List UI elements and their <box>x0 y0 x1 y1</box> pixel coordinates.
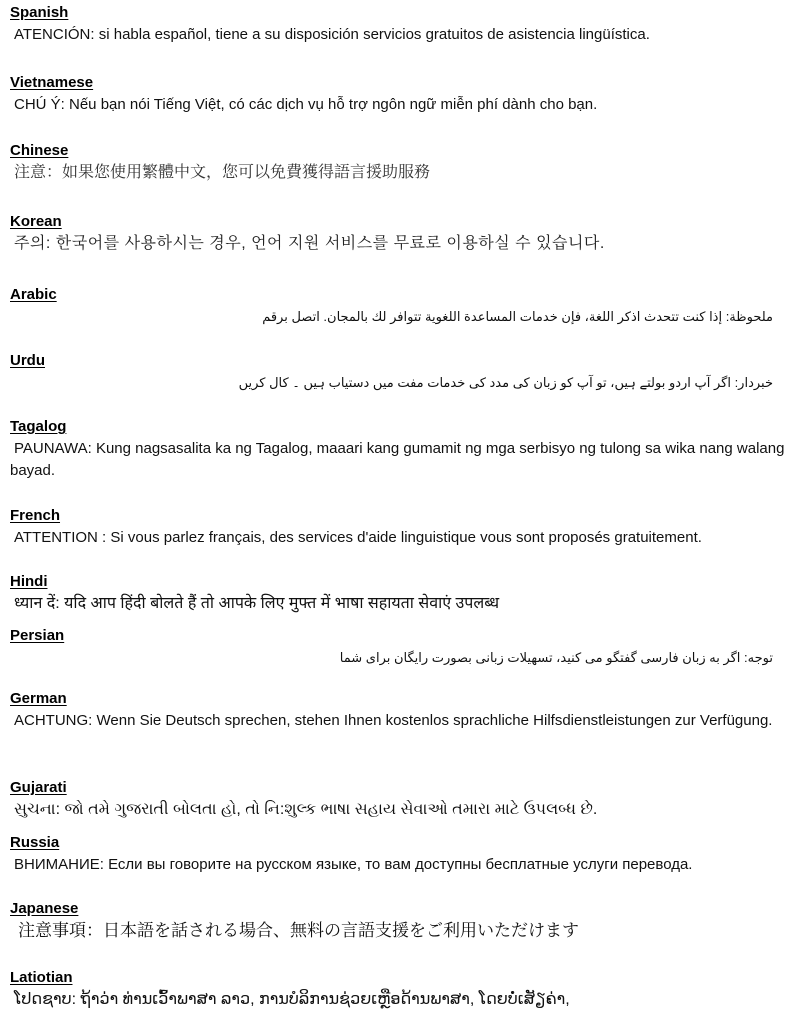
notice-arabic <box>10 286 797 328</box>
notice-lao <box>10 969 797 1011</box>
notice-text-hindi: ध्यान दें: यदि आप हिंदी बोलते हैं तो आपके लिए मुफ्त में भाषा सहायता सेवाएं उपलब्ध <box>14 595 500 612</box>
language-heading-japanese: Japanese <box>10 900 79 917</box>
language-heading-gujarati: Gujarati <box>10 779 67 796</box>
notice-text-spanish: ATENCIÓN: si habla español, tiene a su disposición servicios gratuitos de asistencia lingüística. <box>14 26 650 43</box>
language-heading-urdu: Urdu <box>10 352 45 369</box>
notice-text-vietnamese: CHÚ Ý: Nếu bạn nói Tiếng Việt, có các dịch vụ hỗ trợ ngôn ngữ miễn phí dành cho bạn. <box>14 96 598 113</box>
notice-russian <box>10 834 797 876</box>
notice-korean <box>10 213 797 255</box>
notice-french <box>10 507 797 549</box>
notice-text-arabic: ملحوظة: إذا كنت تتحدث اذكر اللغة، فإن خدمات المساعدة اللغوية تتوافر لك بالمجان. اتصل برقم <box>262 309 773 324</box>
notice-japanese <box>10 900 797 942</box>
language-heading-tagalog: Tagalog <box>10 418 67 435</box>
language-heading-lao: Latiotian <box>10 969 73 986</box>
notice-hindi <box>10 573 797 615</box>
notice-persian <box>10 627 797 669</box>
language-heading-french: French <box>10 507 61 524</box>
notice-german <box>10 690 797 732</box>
notice-text-tagalog: PAUNAWA: Kung nagsasalita ka ng Tagalog, maaari kang gumamit ng mga serbisyo ng tulong sa wika nang walang bayad. <box>10 440 785 479</box>
notice-gujarati <box>10 779 797 821</box>
notice-text-lao: ໂປດຊາບ: ຖ້າວ່າ ທ່ານເວົ້າພາສາ ລາວ, ການບໍລິການຊ່ວຍເຫຼືອດ້ານພາສາ, ໂດຍບໍ່ເສັຽຄ່າ, <box>14 991 570 1008</box>
notice-text-chinese: 注意：如果您使用繁體中文，您可以免費獲得語言援助服務 <box>14 164 431 181</box>
language-heading-korean: Korean <box>10 213 62 230</box>
notice-spanish <box>10 4 797 46</box>
notice-text-gujarati: સુચના: જો તમે ગુજરાતી બોલતા હો, તો નિ:શુલ્ક ભાષા સહાય સેવાઓ તમારા માટે ઉપલબ્ધ છે. <box>14 801 598 818</box>
notice-text-urdu: خبردار: اگر آپ اردو بولتے ہیں، تو آپ کو زبان کی مدد کی خدمات مفت میں دستیاب ہیں ۔ کال کریں <box>238 375 773 390</box>
language-heading-persian: Persian <box>10 627 65 644</box>
notice-tagalog <box>10 418 797 482</box>
language-heading-chinese: Chinese <box>10 142 69 159</box>
language-heading-german: German <box>10 690 67 707</box>
language-heading-spanish: Spanish <box>10 4 69 21</box>
notice-text-korean: 주의: 한국어를 사용하시는 경우, 언어 지원 서비스를 무료로 이용하실 수 있습니다. <box>14 235 605 252</box>
notice-text-russian: ВНИМАНИЕ: Если вы говорите на русском языке, то вам доступны бесплатные услуги перевода. <box>14 856 693 873</box>
notice-vietnamese <box>10 74 797 116</box>
language-heading-russian: Russia <box>10 834 60 851</box>
language-heading-hindi: Hindi <box>10 573 48 590</box>
notice-text-french: ATTENTION : Si vous parlez français, des services d'aide linguistique vous sont proposés gratuitement. <box>14 529 702 546</box>
notice-text-german: ACHTUNG: Wenn Sie Deutsch sprechen, stehen Ihnen kostenlos sprachliche Hilfsdienstleistungen zur Verfügung. <box>14 712 773 729</box>
notice-chinese <box>10 142 797 184</box>
notice-urdu <box>10 352 797 394</box>
notice-text-japanese: 注意事項：日本語を話される場合、無料の言語支援をご利用いただけます <box>18 921 579 940</box>
notice-text-persian: توجه: اگر به زبان فارسی گفتگو می کنید، تسهیلات زبانی بصورت رایگان برای شما <box>339 650 773 665</box>
language-heading-arabic: Arabic <box>10 286 57 303</box>
language-heading-vietnamese: Vietnamese <box>10 74 94 91</box>
